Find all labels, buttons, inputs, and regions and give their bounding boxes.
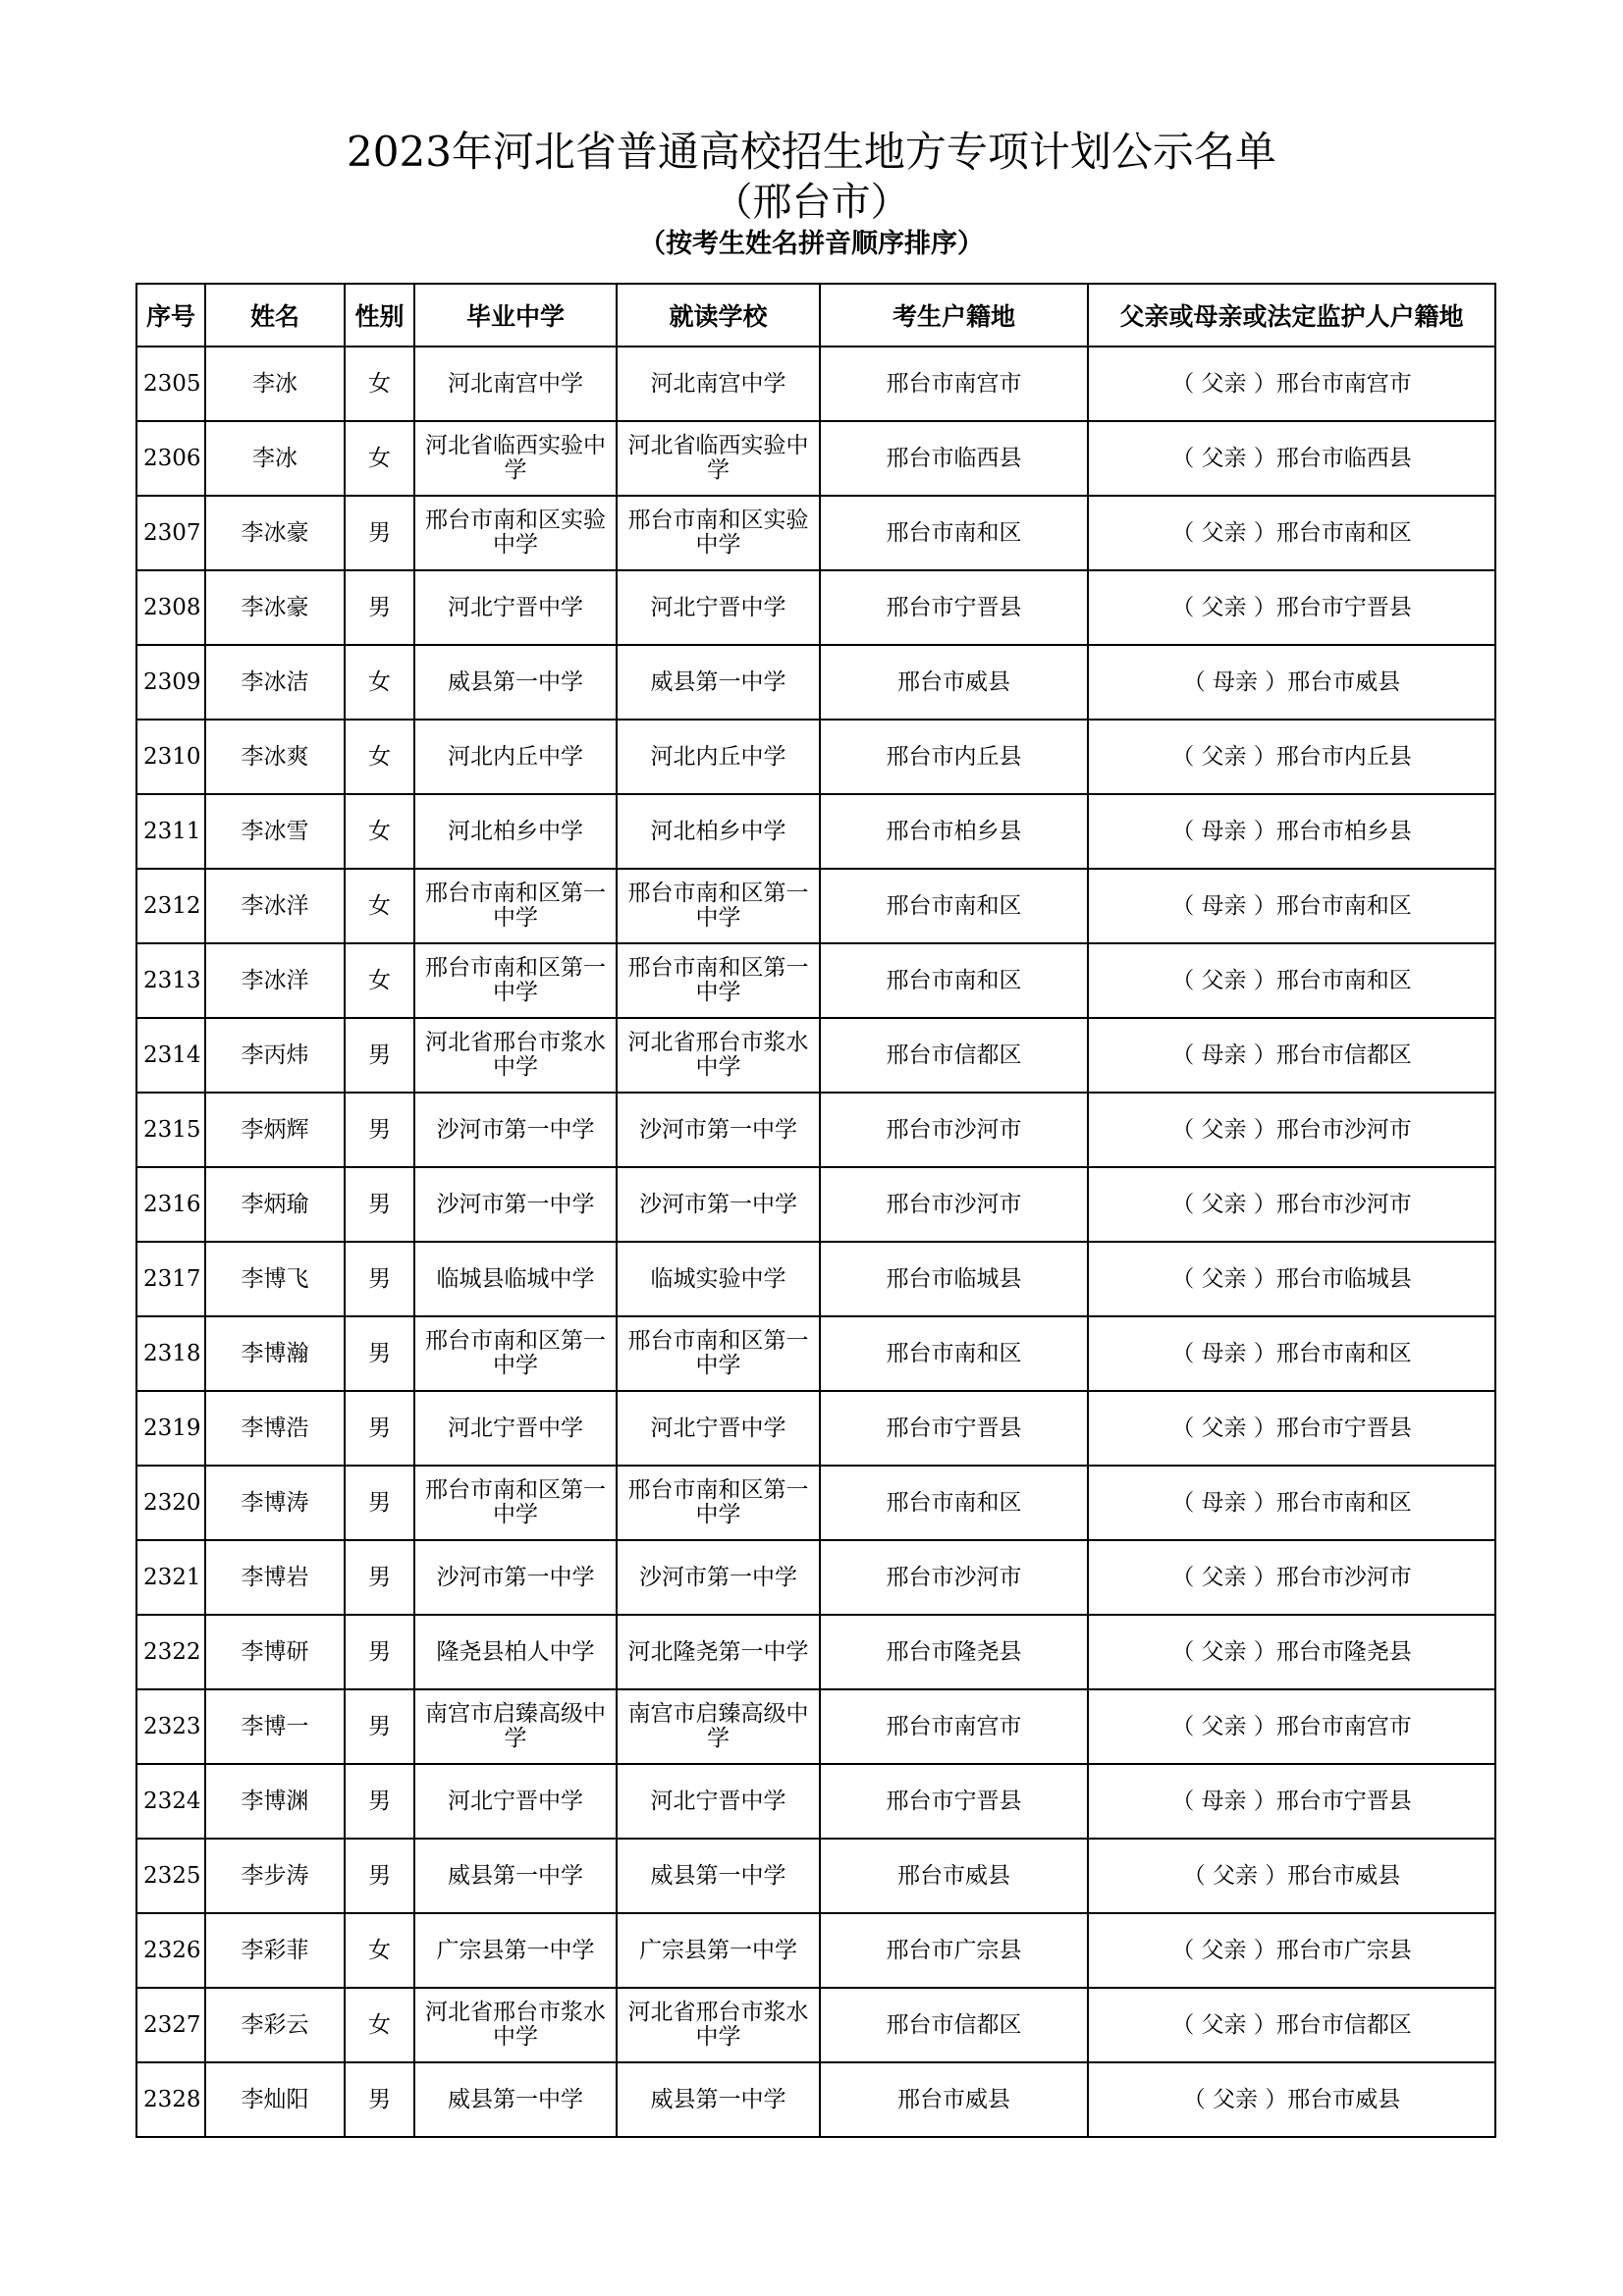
- cell-current-school: 河北宁晋中学: [617, 1764, 820, 1839]
- cell-guardian-hukou: （ 母亲 ）邢台市信都区: [1088, 1018, 1495, 1093]
- cell-name: 李博研: [205, 1615, 345, 1689]
- cell-guardian-hukou: （ 父亲 ）邢台市沙河市: [1088, 1167, 1495, 1242]
- cell-graduated-school: 沙河市第一中学: [414, 1093, 617, 1167]
- cell-student-hukou: 邢台市威县: [820, 645, 1088, 720]
- cell-current-school: 威县第一中学: [617, 645, 820, 720]
- cell-name: 李博一: [205, 1689, 345, 1764]
- cell-graduated-school: 河北省临西实验中学: [414, 421, 617, 496]
- cell-seq: 2320: [136, 1466, 205, 1540]
- document-subtitle: （邢台市）: [713, 180, 910, 225]
- cell-seq: 2328: [136, 2062, 205, 2137]
- cell-name: 李博岩: [205, 1540, 345, 1615]
- cell-name: 李博浩: [205, 1391, 345, 1466]
- cell-graduated-school: 邢台市南和区第一中学: [414, 1316, 617, 1391]
- cell-student-hukou: 邢台市临西县: [820, 421, 1088, 496]
- table-row: [136, 1316, 1495, 1391]
- header-graduated-school: 毕业中学: [414, 284, 617, 347]
- cell-gender: 男: [345, 1615, 414, 1689]
- cell-graduated-school: 河北宁晋中学: [414, 1764, 617, 1839]
- cell-gender: 男: [345, 1466, 414, 1540]
- cell-seq: 2307: [136, 496, 205, 570]
- cell-guardian-hukou: （ 父亲 ）邢台市沙河市: [1088, 1540, 1495, 1615]
- cell-guardian-hukou: （ 母亲 ）邢台市柏乡县: [1088, 794, 1495, 869]
- table-row: [136, 1167, 1495, 1242]
- table-row: [136, 570, 1495, 645]
- cell-graduated-school: 广宗县第一中学: [414, 1913, 617, 1988]
- cell-student-hukou: 邢台市柏乡县: [820, 794, 1088, 869]
- cell-name: 李博涛: [205, 1466, 345, 1540]
- cell-name: 李冰洋: [205, 869, 345, 943]
- cell-graduated-school: 临城县临城中学: [414, 1242, 617, 1316]
- cell-student-hukou: 邢台市南宫市: [820, 347, 1088, 421]
- cell-current-school: 河北隆尧第一中学: [617, 1615, 820, 1689]
- cell-name: 李丙炜: [205, 1018, 345, 1093]
- table-row: [136, 1839, 1495, 1913]
- table-row: [136, 1913, 1495, 1988]
- cell-guardian-hukou: （ 母亲 ）邢台市南和区: [1088, 1466, 1495, 1540]
- cell-seq: 2323: [136, 1689, 205, 1764]
- cell-student-hukou: 邢台市广宗县: [820, 1913, 1088, 1988]
- header-guardian-hukou: 父亲或母亲或法定监护人户籍地: [1088, 284, 1495, 347]
- cell-current-school: 河北省邢台市浆水中学: [617, 1018, 820, 1093]
- table-row: [136, 1689, 1495, 1764]
- cell-current-school: 河北省邢台市浆水中学: [617, 1988, 820, 2062]
- cell-name: 李冰洁: [205, 645, 345, 720]
- cell-seq: 2313: [136, 943, 205, 1018]
- table-row: [136, 2062, 1495, 2137]
- cell-guardian-hukou: （ 母亲 ）邢台市宁晋县: [1088, 1764, 1495, 1839]
- cell-seq: 2326: [136, 1913, 205, 1988]
- cell-gender: 女: [345, 869, 414, 943]
- cell-current-school: 威县第一中学: [617, 2062, 820, 2137]
- cell-name: 李冰豪: [205, 570, 345, 645]
- cell-name: 李冰: [205, 421, 345, 496]
- cell-seq: 2308: [136, 570, 205, 645]
- table-row: [136, 347, 1495, 421]
- cell-guardian-hukou: （ 母亲 ）邢台市威县: [1088, 645, 1495, 720]
- cell-name: 李冰: [205, 347, 345, 421]
- cell-gender: 男: [345, 1391, 414, 1466]
- cell-name: 李冰洋: [205, 943, 345, 1018]
- cell-gender: 女: [345, 1913, 414, 1988]
- table-row: [136, 645, 1495, 720]
- cell-student-hukou: 邢台市沙河市: [820, 1540, 1088, 1615]
- cell-gender: 男: [345, 1316, 414, 1391]
- table-body: [136, 347, 1495, 2137]
- cell-graduated-school: 邢台市南和区第一中学: [414, 1466, 617, 1540]
- cell-gender: 女: [345, 720, 414, 794]
- cell-gender: 女: [345, 794, 414, 869]
- cell-guardian-hukou: （ 父亲 ）邢台市广宗县: [1088, 1913, 1495, 1988]
- table-row: [136, 869, 1495, 943]
- table-row: [136, 1764, 1495, 1839]
- table-row: [136, 1018, 1495, 1093]
- cell-guardian-hukou: （ 父亲 ）邢台市沙河市: [1088, 1093, 1495, 1167]
- cell-student-hukou: 邢台市威县: [820, 1839, 1088, 1913]
- cell-seq: 2315: [136, 1093, 205, 1167]
- cell-graduated-school: 河北省邢台市浆水中学: [414, 1018, 617, 1093]
- cell-guardian-hukou: （ 父亲 ）邢台市临城县: [1088, 1242, 1495, 1316]
- cell-name: 李冰雪: [205, 794, 345, 869]
- cell-current-school: 沙河市第一中学: [617, 1093, 820, 1167]
- cell-gender: 男: [345, 1242, 414, 1316]
- cell-seq: 2318: [136, 1316, 205, 1391]
- cell-name: 李博渊: [205, 1764, 345, 1839]
- table-row: [136, 943, 1495, 1018]
- cell-guardian-hukou: （ 父亲 ）邢台市南宫市: [1088, 1689, 1495, 1764]
- cell-student-hukou: 邢台市南和区: [820, 1316, 1088, 1391]
- cell-current-school: 邢台市南和区第一中学: [617, 869, 820, 943]
- header-seq: 序号: [136, 284, 205, 347]
- cell-current-school: 威县第一中学: [617, 1839, 820, 1913]
- cell-student-hukou: 邢台市信都区: [820, 1988, 1088, 2062]
- cell-current-school: 广宗县第一中学: [617, 1913, 820, 1988]
- cell-student-hukou: 邢台市南和区: [820, 1466, 1088, 1540]
- cell-gender: 男: [345, 1018, 414, 1093]
- cell-name: 李博瀚: [205, 1316, 345, 1391]
- cell-student-hukou: 邢台市信都区: [820, 1018, 1088, 1093]
- header-name: 姓名: [205, 284, 345, 347]
- cell-guardian-hukou: （ 母亲 ）邢台市南和区: [1088, 869, 1495, 943]
- cell-seq: 2311: [136, 794, 205, 869]
- cell-current-school: 河北南宫中学: [617, 347, 820, 421]
- cell-name: 李博飞: [205, 1242, 345, 1316]
- cell-name: 李灿阳: [205, 2062, 345, 2137]
- cell-seq: 2305: [136, 347, 205, 421]
- cell-guardian-hukou: （ 父亲 ）邢台市内丘县: [1088, 720, 1495, 794]
- header-student-hukou: 考生户籍地: [820, 284, 1088, 347]
- cell-seq: 2322: [136, 1615, 205, 1689]
- cell-graduated-school: 河北省邢台市浆水中学: [414, 1988, 617, 2062]
- cell-graduated-school: 威县第一中学: [414, 645, 617, 720]
- cell-student-hukou: 邢台市内丘县: [820, 720, 1088, 794]
- cell-student-hukou: 邢台市沙河市: [820, 1167, 1088, 1242]
- table-row: [136, 1242, 1495, 1316]
- cell-current-school: 邢台市南和区第一中学: [617, 1466, 820, 1540]
- cell-seq: 2316: [136, 1167, 205, 1242]
- cell-current-school: 邢台市南和区实验中学: [617, 496, 820, 570]
- table-row: [136, 421, 1495, 496]
- cell-graduated-school: 沙河市第一中学: [414, 1540, 617, 1615]
- cell-gender: 女: [345, 943, 414, 1018]
- cell-name: 李冰豪: [205, 496, 345, 570]
- cell-seq: 2310: [136, 720, 205, 794]
- cell-guardian-hukou: （ 父亲 ）邢台市南和区: [1088, 943, 1495, 1018]
- cell-graduated-school: 河北南宫中学: [414, 347, 617, 421]
- cell-graduated-school: 隆尧县柏人中学: [414, 1615, 617, 1689]
- table-row: [136, 720, 1495, 794]
- cell-guardian-hukou: （ 父亲 ）邢台市南宫市: [1088, 347, 1495, 421]
- cell-guardian-hukou: （ 父亲 ）邢台市临西县: [1088, 421, 1495, 496]
- cell-name: 李冰爽: [205, 720, 345, 794]
- table-row: [136, 1391, 1495, 1466]
- table-row: [136, 1093, 1495, 1167]
- cell-student-hukou: 邢台市宁晋县: [820, 1391, 1088, 1466]
- cell-current-school: 邢台市南和区第一中学: [617, 943, 820, 1018]
- cell-gender: 男: [345, 1167, 414, 1242]
- cell-student-hukou: 邢台市隆尧县: [820, 1615, 1088, 1689]
- cell-seq: 2319: [136, 1391, 205, 1466]
- cell-name: 李炳辉: [205, 1093, 345, 1167]
- table-row: [136, 1615, 1495, 1689]
- cell-student-hukou: 邢台市威县: [820, 2062, 1088, 2137]
- cell-student-hukou: 邢台市南宫市: [820, 1689, 1088, 1764]
- cell-guardian-hukou: （ 母亲 ）邢台市南和区: [1088, 1316, 1495, 1391]
- cell-gender: 男: [345, 1764, 414, 1839]
- cell-student-hukou: 邢台市宁晋县: [820, 570, 1088, 645]
- cell-current-school: 河北宁晋中学: [617, 1391, 820, 1466]
- cell-graduated-school: 河北内丘中学: [414, 720, 617, 794]
- cell-gender: 女: [345, 421, 414, 496]
- cell-name: 李彩菲: [205, 1913, 345, 1988]
- cell-seq: 2327: [136, 1988, 205, 2062]
- cell-student-hukou: 邢台市南和区: [820, 869, 1088, 943]
- table-row: [136, 1988, 1495, 2062]
- cell-gender: 男: [345, 1839, 414, 1913]
- cell-current-school: 邢台市南和区第一中学: [617, 1316, 820, 1391]
- header-gender: 性别: [345, 284, 414, 347]
- cell-graduated-school: 威县第一中学: [414, 2062, 617, 2137]
- table-row: [136, 1540, 1495, 1615]
- cell-graduated-school: 沙河市第一中学: [414, 1167, 617, 1242]
- cell-gender: 女: [345, 347, 414, 421]
- cell-seq: 2312: [136, 869, 205, 943]
- cell-seq: 2321: [136, 1540, 205, 1615]
- cell-seq: 2306: [136, 421, 205, 496]
- cell-seq: 2324: [136, 1764, 205, 1839]
- cell-graduated-school: 邢台市南和区第一中学: [414, 943, 617, 1018]
- cell-gender: 男: [345, 1540, 414, 1615]
- cell-name: 李步涛: [205, 1839, 345, 1913]
- cell-graduated-school: 南宫市启臻高级中学: [414, 1689, 617, 1764]
- cell-guardian-hukou: （ 父亲 ）邢台市隆尧县: [1088, 1615, 1495, 1689]
- cell-guardian-hukou: （ 父亲 ）邢台市信都区: [1088, 1988, 1495, 2062]
- cell-gender: 男: [345, 570, 414, 645]
- cell-guardian-hukou: （ 父亲 ）邢台市宁晋县: [1088, 570, 1495, 645]
- cell-student-hukou: 邢台市沙河市: [820, 1093, 1088, 1167]
- cell-gender: 男: [345, 2062, 414, 2137]
- cell-name: 李炳瑜: [205, 1167, 345, 1242]
- cell-graduated-school: 河北宁晋中学: [414, 570, 617, 645]
- cell-current-school: 河北省临西实验中学: [617, 421, 820, 496]
- cell-graduated-school: 威县第一中学: [414, 1839, 617, 1913]
- cell-student-hukou: 邢台市南和区: [820, 496, 1088, 570]
- cell-graduated-school: 邢台市南和区第一中学: [414, 869, 617, 943]
- admission-roster-table: [135, 283, 1496, 2138]
- document-title: 2023年河北省普通高校招生地方专项计划公示名单: [347, 128, 1276, 176]
- cell-guardian-hukou: （ 父亲 ）邢台市威县: [1088, 2062, 1495, 2137]
- cell-student-hukou: 邢台市南和区: [820, 943, 1088, 1018]
- cell-graduated-school: 河北柏乡中学: [414, 794, 617, 869]
- table-header-row: [136, 284, 1495, 347]
- cell-gender: 女: [345, 645, 414, 720]
- cell-gender: 男: [345, 1093, 414, 1167]
- cell-name: 李彩云: [205, 1988, 345, 2062]
- table-row: [136, 794, 1495, 869]
- cell-current-school: 沙河市第一中学: [617, 1540, 820, 1615]
- sort-note: （按考生姓名拼音顺序排序）: [639, 229, 984, 259]
- cell-gender: 女: [345, 1988, 414, 2062]
- cell-current-school: 河北内丘中学: [617, 720, 820, 794]
- cell-guardian-hukou: （ 父亲 ）邢台市宁晋县: [1088, 1391, 1495, 1466]
- cell-seq: 2314: [136, 1018, 205, 1093]
- cell-student-hukou: 邢台市临城县: [820, 1242, 1088, 1316]
- cell-guardian-hukou: （ 父亲 ）邢台市威县: [1088, 1839, 1495, 1913]
- cell-graduated-school: 邢台市南和区实验中学: [414, 496, 617, 570]
- cell-current-school: 沙河市第一中学: [617, 1167, 820, 1242]
- header-current-school: 就读学校: [617, 284, 820, 347]
- cell-current-school: 临城实验中学: [617, 1242, 820, 1316]
- cell-gender: 男: [345, 1689, 414, 1764]
- table-row: [136, 496, 1495, 570]
- cell-student-hukou: 邢台市宁晋县: [820, 1764, 1088, 1839]
- cell-seq: 2309: [136, 645, 205, 720]
- cell-guardian-hukou: （ 父亲 ）邢台市南和区: [1088, 496, 1495, 570]
- cell-current-school: 南宫市启臻高级中学: [617, 1689, 820, 1764]
- cell-seq: 2325: [136, 1839, 205, 1913]
- cell-current-school: 河北宁晋中学: [617, 570, 820, 645]
- cell-current-school: 河北柏乡中学: [617, 794, 820, 869]
- cell-graduated-school: 河北宁晋中学: [414, 1391, 617, 1466]
- table-row: [136, 1466, 1495, 1540]
- cell-gender: 男: [345, 496, 414, 570]
- cell-seq: 2317: [136, 1242, 205, 1316]
